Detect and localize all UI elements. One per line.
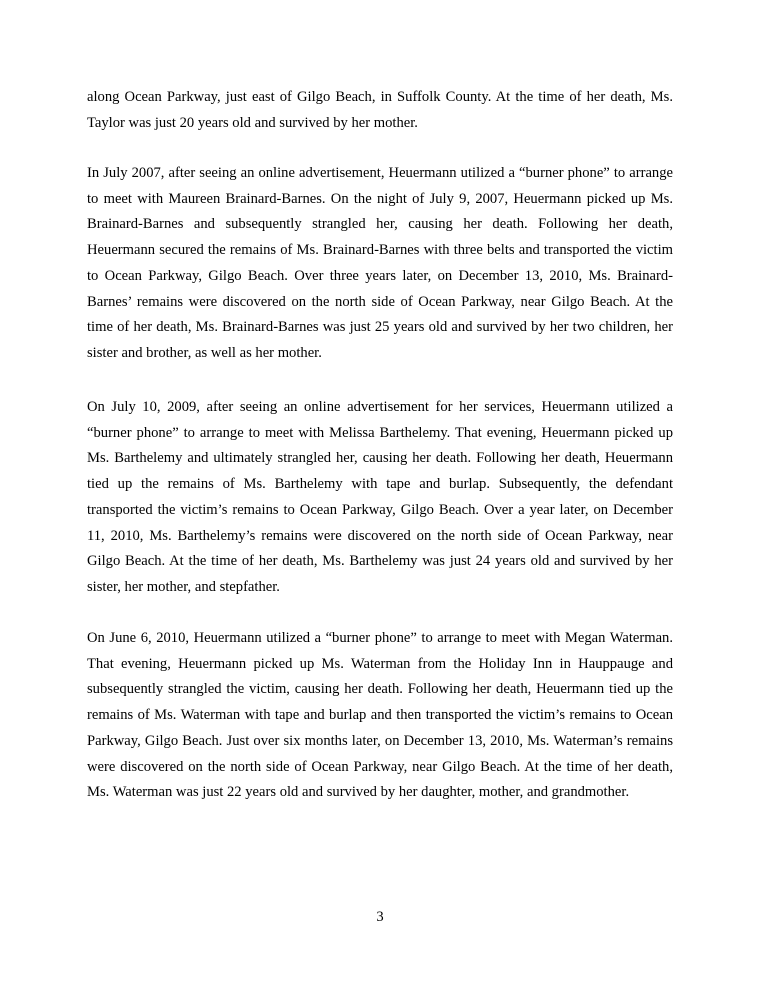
paragraph-taylor: along Ocean Parkway, just east of Gilgo Beach, in Suffolk County. At the time of her death, Ms. Taylor was just 20 years old and survived by her mother. [87,89,673,131]
paragraph-barthelemy: On July 10, 2009, after seeing an online advertisement for her services, Heuermann utilized a “burner phone” to arrange to meet with Melissa Barthelemy. That evening, Heuermann picked up Ms. Barthelemy and ultimately strangled her, causing her death. Following her death, Heuermann tied up the remains of Ms. Barthelemy with tape and burlap. Subsequently, the defendant transported the victim’s remains to Ocean Parkway, Gilgo Beach. Over a year later, on December 11, 2010, Ms. Barthelemy’s remains were discovered on the north side of Ocean Parkway, near Gilgo Beach. At the time of her death, Ms. Barthelemy was just 24 years old and survived by her sister, her mother, and stepfather. [87,399,673,595]
paragraph-waterman: On June 6, 2010, Heuermann utilized a “burner phone” to arrange to meet with Megan Waterman. That evening, Heuermann picked up Ms. Waterman from the Holiday Inn in Hauppauge and subsequently strangled the victim, causing her death. Following her death, Heuermann tied up the remains of Ms. Waterman with tape and burlap and then transported the victim’s remains to Ocean Parkway, Gilgo Beach. Just over six months later, on December 13, 2010, Ms. Waterman’s remains were discovered on the north side of Ocean Parkway, near Gilgo Beach. At the time of her death, Ms. Waterman was just 22 years old and survived by her daughter, mother, and grandmother. [87,630,673,801]
page-number: 3 [376,909,384,925]
paragraph-brainard-barnes: In July 2007, after seeing an online advertisement, Heuermann utilized a “burner phone” to arrange to meet with Maureen Brainard-Barnes. On the night of July 9, 2007, Heuermann picked up Ms. Brainard-Barnes and subsequently strangled her, causing her death. Following her death, Heuermann secured the remains of Ms. Brainard-Barnes with three belts and transported the victim to Ocean Parkway, Gilgo Beach. Over three years later, on December 13, 2010, Ms. Brainard-Barnes’ remains were discovered on the north side of Ocean Parkway, near Gilgo Beach. At the time of her death, Ms. Brainard-Barnes was just 25 years old and survived by her two children, her sister and brother, as well as her mother. [87,165,673,361]
